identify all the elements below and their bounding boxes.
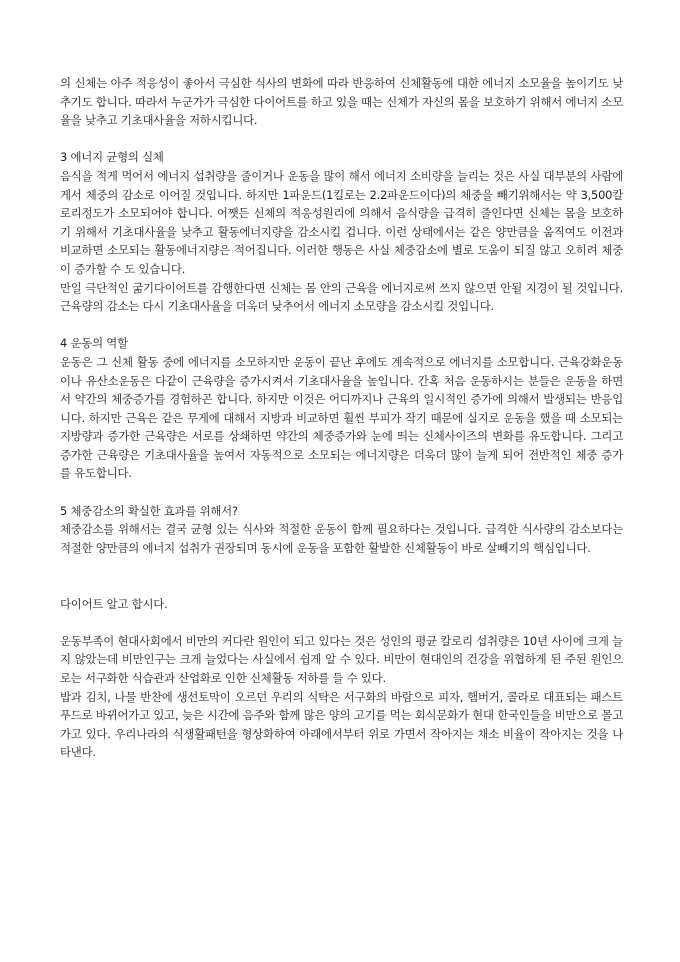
- spacer: [60, 483, 623, 502]
- document-page: [60, 74, 623, 762]
- section-5-paragraph-1: 체중감소를 위해서는 결국 균형 있는 식사와 적절한 운동이 함께 필요하다는 것입니다. 급격한 식사량의 감소보다는 적절한 양만큼의 에너지 섭취가 권장되며 동시에 운동을 포함한 활발한 신체활동이 바로 살빼기의 핵심입니다.: [60, 522, 623, 555]
- spacer: [60, 613, 623, 632]
- section-4-heading: 4 운동의 역할: [60, 336, 128, 351]
- diet-paragraph-2: 밥과 김치, 나물 반찬에 생선토막이 오르던 우리의 식탁은 서구화의 바람으로 피자, 햄버거, 콜라로 대표되는 패스트푸드로 바뀌어가고 있고, 늦은 시간에 음주와 함께 많은 양의 고기를 먹는 회식문화가 현대 한국인들을 비만으로 몰고 가고 있다. 우리나라의 식생활패턴을 형상화하여 아래에서부터 위로 가면서 작아지는 채소 비율이 작아지는 것을 나타낸다.: [60, 689, 623, 760]
- section-3-paragraph-2: 만일 극단적인 굶기다이어트를 감행한다면 신체는 몸 안의 근육을 에너지로써 쓰지 않으면 안될 지경이 될 것입니다. 근육량의 감소는 다시 기초대사율을 더욱더 낮추어서 에너지 소모량을 감소시킬 것입니다.: [60, 280, 623, 314]
- section-3-paragraph-1: 음식을 적게 먹어서 에너지 섭취량을 줄이거나 운동을 많이 해서 에너지 소비량을 늘리는 것은 사실 대부분의 사람에게서 체중의 감소로 이어질 것입니다. 하지만 1파운드(1킬로는 2.2파운드이다)의 체중을 빼기위해서는 약 3,500칼로리정도가 소모되어야 합니다. 어쨋든 신체의 적응성원리에 의해서 음식량을 급격히 줄인다면 신체는 몸을 보호하기 위해서 기초대사율을 낮추고 활동에너지량을 감소시킬 겁니다. 이런 상태에서는 같은 양만큼을 움직여도 이전과 비교하면 소모되는 활동에너지량은 적어집니다. 이러한 행동은 사실 체중감소에 별로 도움이 되질 않고 오히려 체중이 증가할 수 도 있습니다.: [60, 168, 623, 276]
- intro-paragraph: 의 신체는 아주 적응성이 좋아서 극심한 식사의 변화에 따라 반응하여 신체활동에 대한 에너지 소모율을 높이기도 낮추기도 합니다. 따라서 누군가가 극심한 다이어트를 하고 있을 때는 신체가 자신의 몸을 보호하기 위해서 에너지 소모율을 낮추고 기초대사율을 저하시킵니다.: [60, 76, 623, 128]
- section-5-heading: 5 체중감소의 확실한 효과를 위해서?: [60, 503, 238, 518]
- diet-paragraph-1: 운동부족이 현대사회에서 비만의 커다란 원인이 되고 있다는 것은 성인의 평균 칼로리 섭취량은 10년 사이에 크게 늘지 않았는데 비만인구는 크게 늘었다는 사실에서 쉽게 알 수 있다. 비만이 현대인의 건강을 위협하게 된 주된 원인으로는 서구화한 식습관과 산업화로 인한 신체활동 저하를 들 수 있다.: [60, 633, 623, 685]
- spacer: [60, 316, 623, 335]
- spacer: [60, 130, 623, 149]
- section-3-heading: 3 에너지 균형의 실체: [60, 150, 164, 165]
- diet-heading: 다이어트 알고 합시다.: [60, 596, 168, 611]
- spacer: [60, 557, 623, 594]
- section-4-paragraph-1: 운동은 그 신체 활동 중에 에너지를 소모하지만 운동이 끝난 후에도 계속적으로 에너지를 소모합니다. 근육강화운동이나 유산소운동은 다같이 근육량을 증가시켜서 기초대사율을 높입니다. 간혹 처음 운동하시는 분들은 운동을 하면서 약간의 체중증가를 경험하곤 합니다. 하지만 이것은 어디까지나 근육의 일시적인 증가에 의해서 발생되는 반응입니다. 하지만 근육은 같은 무게에 대해서 지방과 비교하면 훨씬 부피가 작기 때문에 실지로 운동을 했을 때 소모되는 지방량과 증가한 근육량은 서로를 상쇄하면 약간의 체중증가와 눈에 띄는 신체사이즈의 변화를 유도합니다. 그리고 증가한 근육량은 기초대사율을 높여서 자동적으로 소모되는 에너지량은 더욱더 많이 늘게 되어 전반적인 체중 증가를 유도합니다.: [60, 354, 623, 481]
